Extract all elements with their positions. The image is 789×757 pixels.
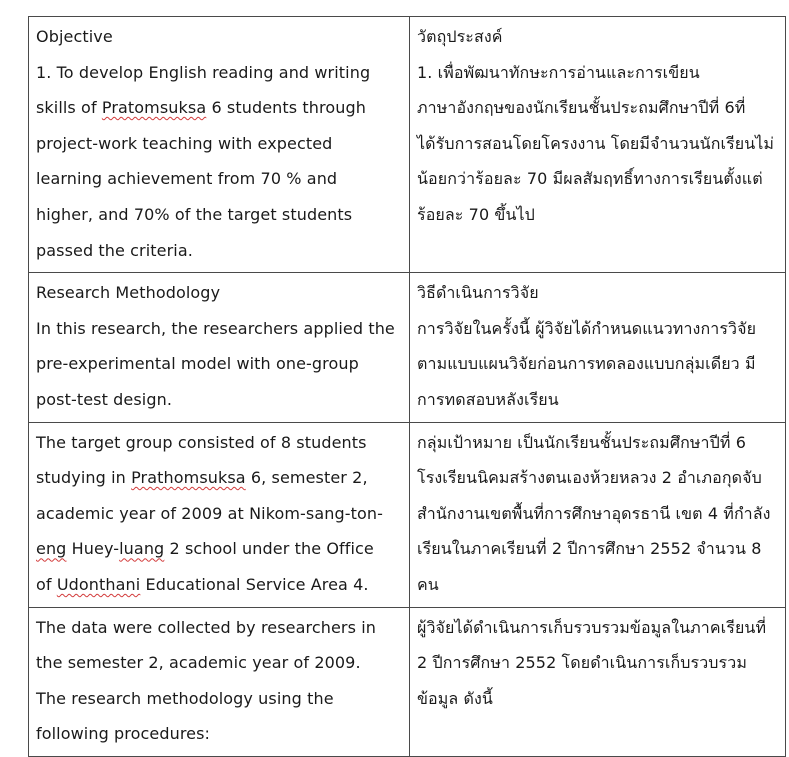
text-run: skills of	[36, 98, 102, 118]
heading-methodology-thai: วิธีดำเนินการวิจัย	[417, 283, 539, 303]
table-row-target-group	[29, 422, 786, 607]
text-line: pre-experimental model with one-group	[36, 354, 359, 374]
text-line: The data were collected by researchers in	[36, 617, 376, 637]
text-line: 1. เพื่อพัฒนาทักษะการอ่านและการเขียน	[417, 62, 700, 82]
text-line	[36, 567, 403, 603]
text-line: learning achievement from 70 % and	[36, 169, 338, 189]
text-line: สำนักงานเขตพื้นที่การศึกษาอุดรธานี เขต 4 ที่กำลัง	[417, 503, 771, 523]
text-run: 6, semester 2,	[245, 468, 368, 488]
text-run: 6 students through	[206, 98, 366, 118]
heading-objective: Objective	[36, 27, 113, 46]
text-line: following procedures:	[36, 724, 211, 744]
heading-objective-thai: วัตถุประสงค์	[417, 27, 503, 46]
text-line	[36, 90, 403, 126]
text-run: 2 school under the Office	[164, 539, 374, 559]
spellcheck-underlined-word: Pratomsuksa	[101, 98, 207, 118]
thai-cell	[410, 17, 786, 273]
text-line: คน	[417, 574, 439, 594]
text-line: The research methodology using the	[36, 688, 334, 708]
text-line: higher, and 70% of the target students	[36, 204, 353, 224]
text-line: project-work teaching with expected	[36, 133, 333, 153]
text-line: เรียนในภาคเรียนที่ 2 ปีการศึกษา 2552 จำนวน 8	[417, 539, 762, 559]
english-cell	[29, 17, 410, 273]
text-line: In this research, the researchers applied the	[36, 318, 395, 338]
text-line: ได้รับการสอนโดยโครงงาน โดยมีจำนวนนักเรียนไม่	[417, 133, 775, 153]
spellcheck-underlined-word: luang	[119, 539, 165, 559]
bilingual-abstract-table	[28, 16, 786, 757]
text-line: การวิจัยในครั้งนี้ ผู้วิจัยได้กำหนดแนวทางการวิจัย	[417, 318, 757, 338]
spellcheck-underlined-word: Prathomsuksa	[131, 468, 246, 488]
text-run: Huey-	[66, 539, 120, 559]
text-line: ร้อยละ 70 ขึ้นไป	[417, 204, 535, 224]
text-line	[36, 531, 403, 567]
text-line: passed the criteria.	[36, 240, 193, 260]
table-row-objective	[29, 17, 786, 273]
text-line: การทดสอบหลังเรียน	[417, 389, 559, 409]
text-line: โรงเรียนนิคมสร้างตนเองห้วยหลวง 2 อำเภอกุดจับ	[417, 468, 762, 488]
table-row-methodology	[29, 273, 786, 422]
text-line: academic year of 2009 at Nikom-sang-ton-	[36, 503, 384, 523]
text-line	[36, 460, 403, 496]
english-cell	[29, 422, 410, 607]
text-line: the semester 2, academic year of 2009.	[36, 653, 361, 673]
english-cell	[29, 273, 410, 422]
text-run: studying in	[36, 468, 132, 488]
text-run: of	[36, 574, 57, 594]
text-line: ภาษาอังกฤษของนักเรียนชั้นประถมศึกษาปีที่ 6ที่	[417, 98, 746, 118]
thai-cell	[410, 422, 786, 607]
text-line: 1. To develop English reading and writing	[36, 62, 371, 82]
text-line: The target group consisted of 8 students	[36, 432, 367, 452]
text-line: กลุ่มเป้าหมาย เป็นนักเรียนชั้นประถมศึกษาปีที่ 6	[417, 432, 746, 452]
text-line: ตามแบบแผนวิจัยก่อนการทดลองแบบกลุ่มเดียว มี	[417, 354, 756, 374]
heading-methodology: Research Methodology	[36, 283, 221, 303]
text-line: ข้อมูล ดังนี้	[417, 688, 493, 708]
spellcheck-underlined-word: eng	[36, 539, 67, 559]
text-line: น้อยกว่าร้อยละ 70 มีผลสัมฤทธิ์ทางการเรียนตั้งแต่	[417, 169, 763, 189]
text-line: ผู้วิจัยได้ดำเนินการเก็บรวบรวมข้อมูลในภาคเรียนที่	[417, 617, 767, 637]
spellcheck-underlined-word: Udonthani	[56, 574, 141, 594]
thai-cell	[410, 273, 786, 422]
text-line: 2 ปีการศึกษา 2552 โดยดำเนินการเก็บรวบรวม	[417, 653, 747, 673]
text-line: post-test design.	[36, 389, 173, 409]
text-run: Educational Service Area 4.	[140, 574, 369, 594]
